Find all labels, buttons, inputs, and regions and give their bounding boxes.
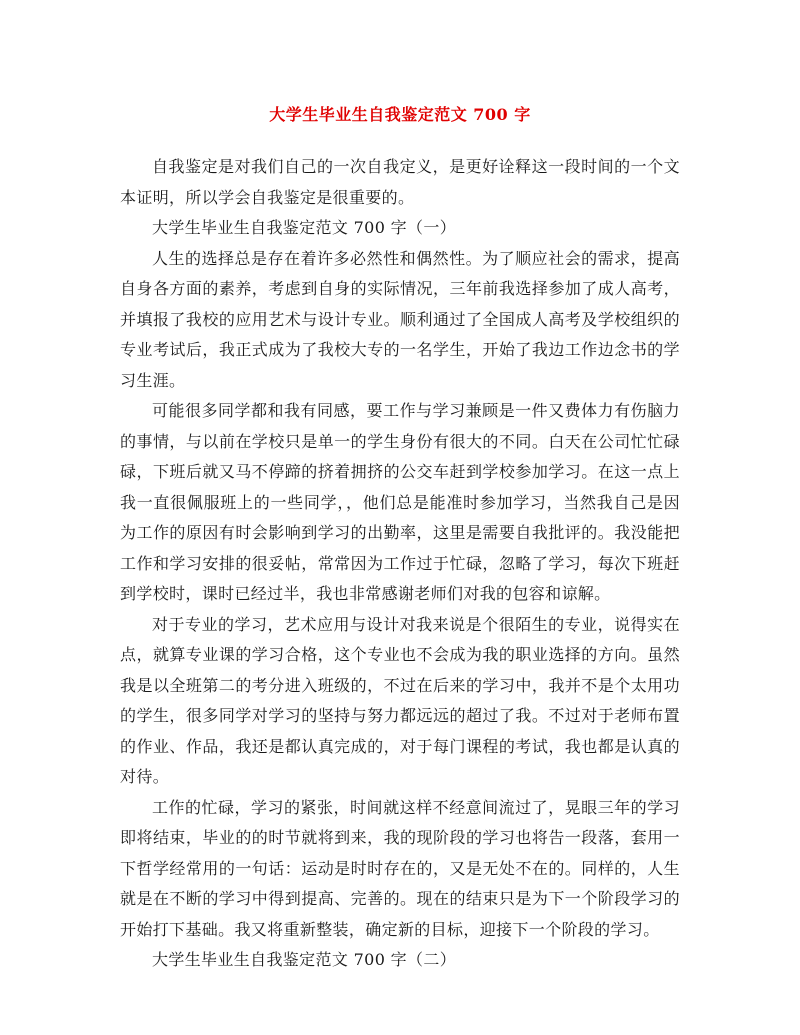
section-heading-two: 大学生毕业生自我鉴定范文 700 字（二） [152,950,457,969]
paragraph: 工作的忙碌，学习的紧张，时间就这样不经意间流过了，晃眼三年的学习即将结束，毕业的的时节就将到来，我的现阶段的学习也将告一段落，套用一下哲学经常用的一句话：运动是时时存在的，又是无处不在的。同样的，人生就是在不断的学习中得到提高、完善的。现在的结束只是为下一个阶段学习的开始打下基础。我又将重新整装，确定新的目标，迎接下一个阶段的学习。 [120,797,680,939]
document-title: 大学生毕业生自我鉴定范文 700 字 [269,105,531,124]
paragraph: 对于专业的学习，艺术应用与设计对我来说是个很陌生的专业，说得实在点，就算专业课的学习合格，这个专业也不会成为我的职业选择的方向。虽然我是以全班第二的考分进入班级的，不过在后来的学习中，我并不是个太用功的学生，很多同学对学习的坚持与努力都远远的超过了我。不过对于老师布置的作业、作品，我还是都认真完成的，对于每门课程的考试，我也都是认真的对待。 [120,614,680,786]
document-body [120,152,680,976]
section-heading-one: 大学生毕业生自我鉴定范文 700 字（一） [152,218,457,237]
paragraph-intro: 自我鉴定是对我们自己的一次自我定义，是更好诠释这一段时间的一个文本证明，所以学会自我鉴定是很重要的。 [120,157,680,207]
paragraph: 人生的选择总是存在着许多必然性和偶然性。为了顺应社会的需求，提高自身各方面的素养，考虑到自身的实际情况，三年前我选择参加了成人高考，并填报了我校的应用艺术与设计专业。顺利通过了全国成人高考及学校组织的专业考试后，我正式成为了我校大专的一名学生，开始了我边工作边念书的学习生涯。 [120,248,680,390]
paragraph: 可能很多同学都和我有同感，要工作与学习兼顾是一件又费体力有伤脑力的事情，与以前在学校只是单一的学生身份有很大的不同。白天在公司忙忙碌碌，下班后就又马不停蹄的挤着拥挤的公交车赶到学校参加学习。在这一点上我一直很佩服班上的一些同学，，他们总是能准时参加学习，当然我自己是因为工作的原因有时会影响到学习的出勤率，这里是需要自我批评的。我没能把工作和学习安排的很妥帖，常常因为工作过于忙碌，忽略了学习，每次下班赶到学校时，课时已经过半，我也非常感谢老师们对我的包容和谅解。 [120,401,680,603]
